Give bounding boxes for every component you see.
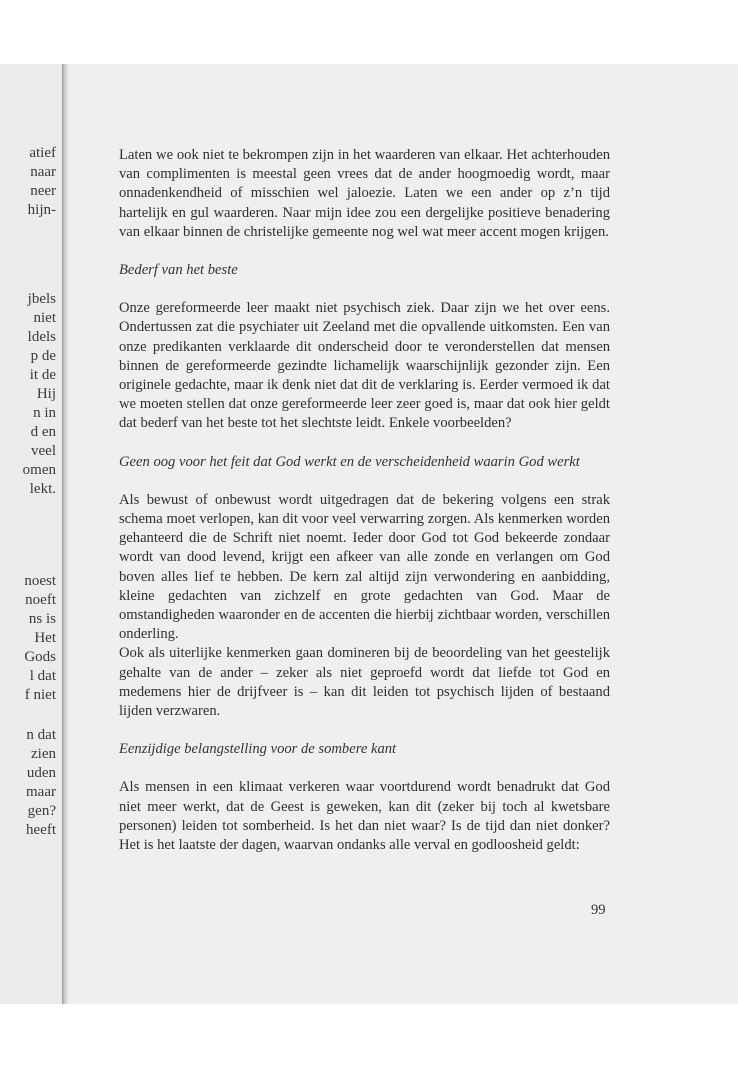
left-fragment: atief (29, 145, 56, 161)
intro-paragraph: Laten we ook niet te bekrompen zijn in het waarderen van elkaar. Het achterhouden van complimenten is meestal geen vrees dat de ander hoogmoedig wordt, maar onnadenkendheid of misschien wel jaloezie. Laten we een ander op z’n tijd hartelijk en gul waarderen. Naar mijn idee zou een dergelijke positieve benadering van elkaar binnen de christelijke gemeente nog wel wat meer accent mogen krijgen. (119, 147, 610, 240)
left-fragment: l dat (29, 668, 56, 684)
left-fragment: uden (26, 765, 56, 781)
book-page (68, 64, 738, 1004)
left-fragment: Hij (36, 386, 56, 402)
section-heading: Geen oog voor het feit dat God werkt en de verscheidenheid waarin God werkt (119, 453, 580, 470)
left-fragment: zien (31, 746, 56, 762)
left-fragment: jbels (27, 291, 56, 307)
page-body (119, 146, 610, 855)
left-fragment: heeft (26, 822, 56, 838)
body-paragraph: Als bewust of onbewust wordt uitgedragen dat de bekering volgens een strak schema moet verlopen, kan dit voor veel verwarring zorgen. Als kenmerken worden gehanteerd die de Schrift niet noemt. Ieder door God tot God bekeerde zondaar wordt van dood levend, krijgt een afkeer van alle zonde en verlangen om God boven alles lief te hebben. De kern zal altijd zijn verwondering en aanbidding, kleine gedachten van zichzelf en grote gedachten van God. Maar de omstandigheden waaronder en de accenten die hierbij zichtbaar worden, verschillen onderling. (119, 491, 610, 643)
left-fragment: maar (26, 784, 56, 800)
previous-page-edge (0, 64, 62, 1004)
left-fragment: Gods (24, 649, 56, 665)
left-fragment: noeft (25, 592, 56, 608)
left-fragment: veel (31, 443, 56, 459)
left-fragment: hijn- (27, 202, 56, 218)
left-fragment: naar (30, 164, 56, 180)
left-fragment: gen? (27, 803, 56, 819)
section-heading: Eenzijdige belangstelling voor de sombere kant (119, 741, 397, 758)
left-fragment: Het (34, 630, 56, 646)
left-fragment: n dat (26, 727, 56, 743)
left-fragment: p de (30, 348, 56, 364)
body-paragraph: Ook als uiterlijke kenmerken gaan domineren bij de beoordeling van het geestelijk gehalte van de ander – zeker als niet geproefd wordt dat liefde tot God en medemens hier de drijfveer is – kan dit leiden tot psychisch lijden of bestaand lijden verzwaren. (119, 645, 610, 720)
left-fragment: d en (30, 424, 56, 440)
left-fragment: niet (33, 310, 56, 326)
left-fragment: f niet (24, 687, 56, 703)
left-fragment: lekt. (29, 481, 56, 497)
left-fragment: ns is (28, 611, 56, 627)
left-fragment: it de (29, 367, 56, 383)
left-fragment: ldels (27, 329, 56, 345)
left-fragment: omen (22, 462, 56, 478)
body-paragraph: Als mensen in een klimaat verkeren waar voortdurend wordt benadrukt dat God niet meer werkt, dat de Geest is geweken, kan dit (zeker bij toch al kwetsbare personen) leiden tot somberheid. Is het dan niet waar? Is de tijd dan niet donker? Het is het laatste der dagen, waarvan ondanks alle verval en godloosheid geldt: (119, 779, 610, 854)
section-heading: Bederf van het beste (119, 262, 238, 279)
left-fragment: n in (33, 405, 56, 421)
body-paragraph: Onze gereformeerde leer maakt niet psychisch ziek. Daar zijn we het over eens. Ondertussen zat die psychiater uit Zeeland met die opvallende uitkomsten. Een van onze predikanten verklaarde dit onderscheid door te veronderstellen dat mensen binnen de gereformeerde gezindte lichamelijk waarschijnlijk gezonder zijn. Een originele gedachte, maar ik denk niet dat dit de verklaring is. Eerder vermoed ik dat we moeten stellen dat onze gereformeerde leer zeer goed is, maar dat ook hier geldt dat bederf van het beste tot het slechtste leidt. Enkele voorbeelden? (119, 300, 610, 432)
left-fragment: neer (30, 183, 56, 199)
left-fragment: noest (24, 573, 56, 589)
page-number: 99 (591, 902, 606, 918)
